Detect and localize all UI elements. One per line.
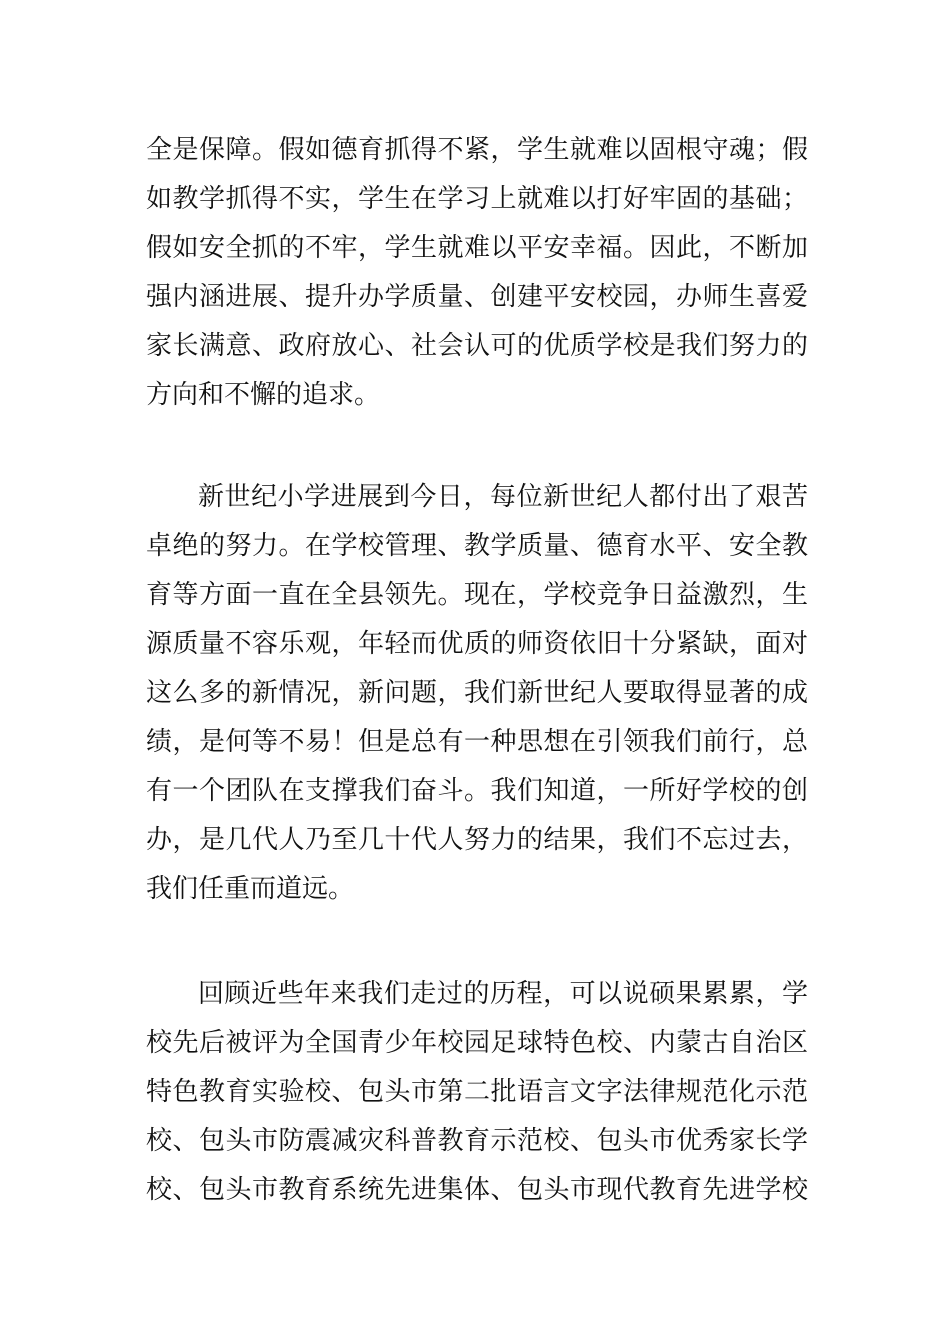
paragraph-line: 假如安全抓的不牢，学生就难以平安幸福。因此，不断加 — [146, 233, 808, 263]
paragraph-line: 绩，是何等不易！但是总有一种思想在引领我们前行，总 — [146, 727, 808, 757]
paragraph-line: 办，是几代人乃至几十代人努力的结果，我们不忘过去， — [146, 825, 808, 855]
paragraph-line: 回顾近些年来我们走过的历程，可以说硕果累累，学 — [198, 979, 808, 1009]
paragraph-line: 我们任重而道远。 — [146, 874, 355, 904]
paragraph-line: 校、包头市防震减灾科普教育示范校、包头市优秀家长学 — [146, 1126, 808, 1156]
paragraph-line: 校、包头市教育系统先进集体、包头市现代教育先进学校 — [146, 1175, 808, 1205]
paragraph-2 — [146, 473, 808, 914]
paragraph-line: 校先后被评为全国青少年校园足球特色校、内蒙古自治区 — [146, 1028, 808, 1058]
paragraph-line: 强内涵进展、提升办学质量、创建平安校园，办师生喜爱 — [146, 282, 808, 312]
paragraph-line: 特色教育实验校、包头市第二批语言文字法律规范化示范 — [146, 1077, 808, 1107]
paragraph-line: 新世纪小学进展到今日，每位新世纪人都付出了艰苦 — [198, 482, 808, 512]
paragraph-line: 全是保障。假如德育抓得不紧，学生就难以固根守魂；假 — [146, 135, 808, 165]
paragraph-line: 源质量不容乐观，年轻而优质的师资依旧十分紧缺，面对 — [146, 629, 808, 659]
paragraph-line: 家长满意、政府放心、社会认可的优质学校是我们努力的 — [146, 331, 808, 361]
paragraph-3 — [146, 970, 808, 1215]
paragraph-line: 卓绝的努力。在学校管理、教学质量、德育水平、安全教 — [146, 531, 808, 561]
paragraph-line: 如教学抓得不实，学生在学习上就难以打好牢固的基础； — [146, 184, 808, 214]
paragraph-line: 育等方面一直在全县领先。现在，学校竞争日益激烈，生 — [146, 580, 808, 610]
paragraph-line: 这么多的新情况，新问题，我们新世纪人要取得显著的成 — [146, 678, 808, 708]
paragraph-line: 有一个团队在支撑我们奋斗。我们知道，一所好学校的创 — [146, 776, 808, 806]
paragraph-line: 方向和不懈的追求。 — [146, 380, 381, 410]
paragraph-1 — [146, 126, 808, 420]
